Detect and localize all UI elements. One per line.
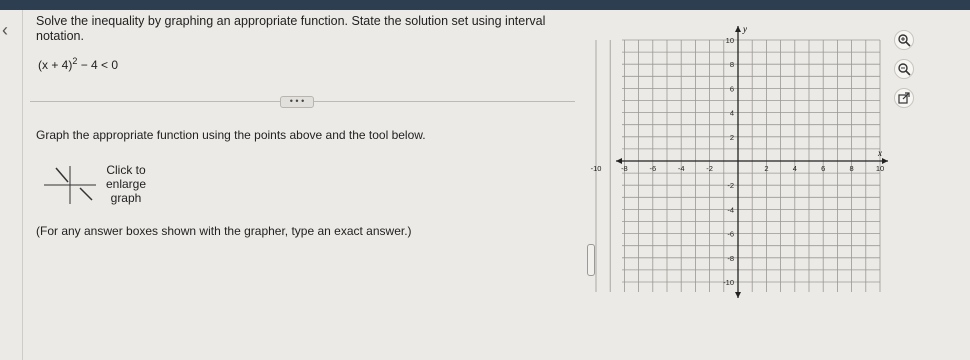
x-axis-label: x (878, 148, 882, 158)
zoom-in-button[interactable] (894, 30, 914, 50)
y-tick-label: 2 (729, 132, 734, 142)
enlarge-line1: Click to (106, 163, 146, 177)
enlarge-graph-button[interactable] (40, 160, 160, 210)
y-tick-label: -8 (727, 253, 734, 263)
top-bar (0, 0, 970, 10)
y-axis-arrow-icon (735, 26, 741, 32)
y-tick-label: -6 (727, 229, 734, 239)
question-header-line1: Solve the inequality by graphing an appropriate function. State the solution set using interval (36, 14, 546, 28)
answer-note: (For any answer boxes shown with the grapher, type an exact answer.) (36, 224, 412, 238)
x-tick-label: 10 (875, 164, 885, 173)
back-arrow-icon[interactable]: ‹ (2, 20, 8, 40)
inequality-expression (38, 56, 118, 72)
enlarge-graph-label (96, 163, 156, 205)
expression-base: (x + 4) (38, 58, 73, 72)
zoom-in-icon (897, 33, 911, 47)
more-options-button[interactable]: • • • (280, 96, 314, 108)
mini-graph-icon (40, 160, 100, 210)
y-tick-label: 4 (729, 108, 734, 118)
x-tick-label: -2 (706, 164, 713, 173)
x-tick-label: -6 (649, 164, 657, 173)
x-tick-label: -10 (590, 164, 602, 173)
scroll-handle[interactable] (587, 244, 595, 276)
x-tick-label: 4 (792, 164, 797, 173)
enlarge-line2: enlarge (105, 177, 147, 191)
x-tick-label: 2 (764, 164, 769, 173)
open-external-button[interactable] (894, 88, 914, 108)
question-header-line2: notation. (36, 29, 84, 43)
graph-instruction: Graph the appropriate function using the points above and the tool below. (36, 128, 426, 142)
x-tick-label: 6 (821, 164, 826, 173)
external-link-icon (897, 91, 911, 105)
x-tick-label: 8 (849, 164, 854, 173)
x-tick-label: -8 (621, 164, 628, 173)
zoom-out-icon (897, 62, 911, 76)
y-tick-label: 6 (729, 84, 734, 94)
y-tick-label: 10 (725, 36, 734, 45)
y-tick-label: -4 (727, 205, 734, 215)
y-tick-label: -10 (723, 278, 734, 287)
enlarge-line3: graph (110, 191, 142, 205)
zoom-out-button[interactable] (894, 59, 914, 79)
x-tick-label: -4 (677, 164, 685, 173)
y-tick-label: -2 (727, 181, 734, 191)
y-tick-label: 8 (729, 60, 734, 70)
coordinate-grid[interactable] (590, 20, 892, 302)
question-header (36, 14, 596, 44)
left-panel-divider (22, 10, 23, 360)
expression-rest: − 4 < 0 (77, 58, 119, 72)
y-axis-label: y (743, 24, 747, 34)
expression-exponent: 2 (72, 56, 78, 66)
y-axis-arrow-down-icon (735, 292, 741, 298)
